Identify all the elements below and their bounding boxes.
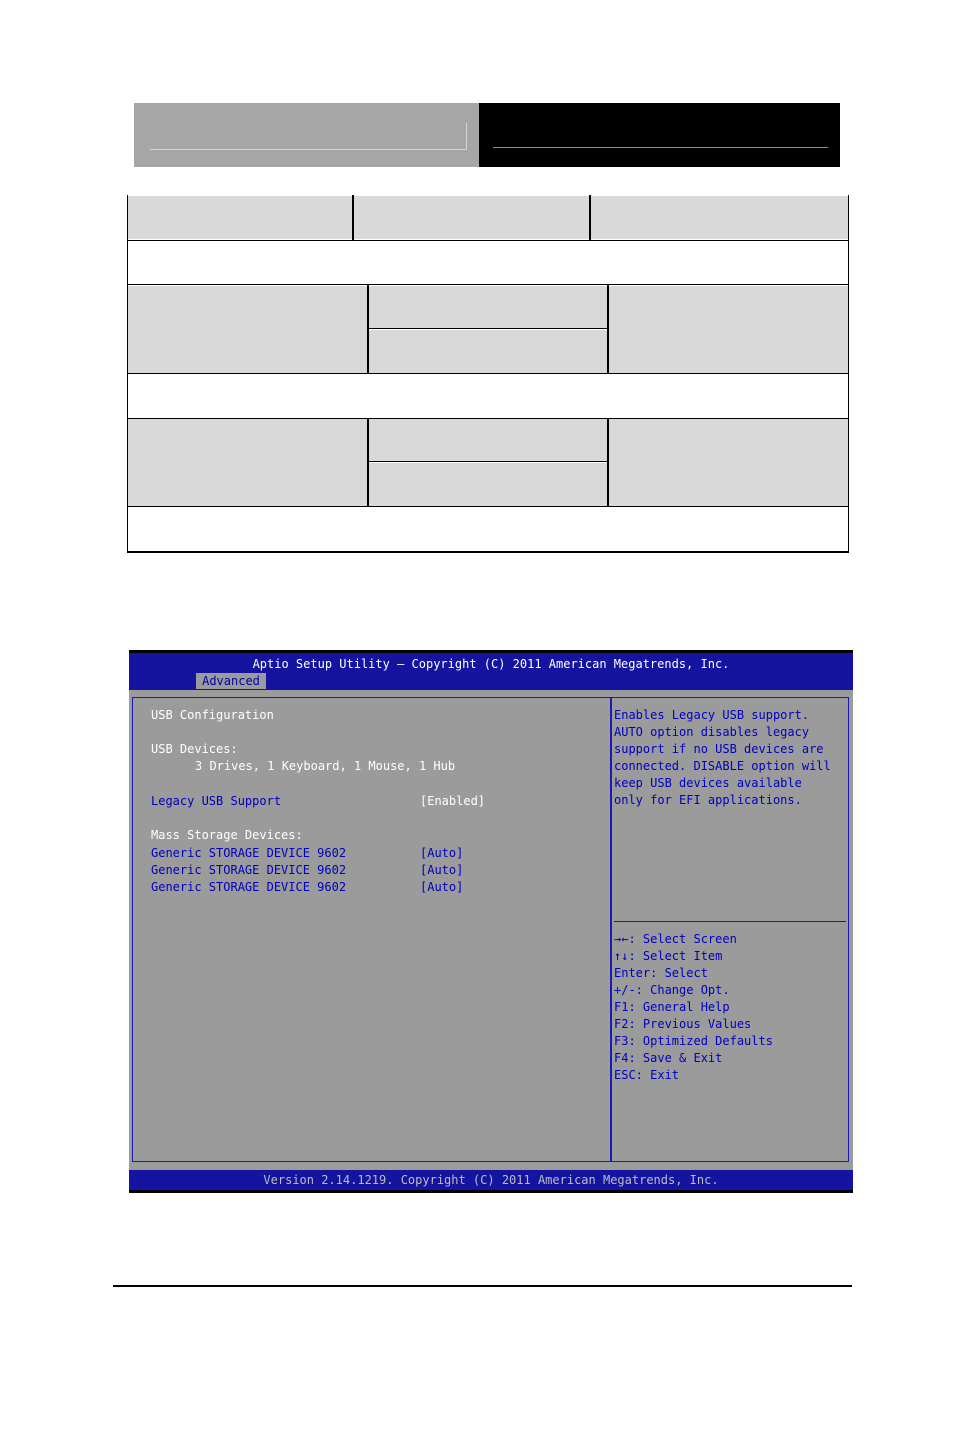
mass-storage-label: Mass Storage Devices: bbox=[151, 828, 303, 842]
tab-advanced[interactable]: Advanced bbox=[196, 673, 266, 689]
table-border bbox=[352, 195, 354, 240]
bios-vertical-divider bbox=[610, 697, 612, 1162]
table-cell-option-a bbox=[128, 286, 367, 373]
page-heading: USB Configuration bbox=[151, 708, 274, 722]
storage-device-3-value[interactable]: [Auto] bbox=[420, 880, 464, 894]
table-border bbox=[369, 461, 608, 462]
table-cell-value-b2 bbox=[369, 463, 608, 506]
footer-rule bbox=[113, 1285, 516, 1287]
bios-top-edge bbox=[129, 650, 853, 653]
bios-version: Version 2.14.1219. Copyright (C) 2011 American Megatrends, Inc. bbox=[263, 1173, 719, 1187]
header-left-rule bbox=[150, 149, 467, 150]
header-left-tick bbox=[466, 123, 467, 150]
table-cell-value-a2 bbox=[369, 330, 608, 373]
table-border bbox=[127, 240, 849, 241]
table-cell-desc-b bbox=[609, 419, 848, 506]
footer-rule bbox=[516, 1285, 852, 1287]
table-cell-option-b bbox=[128, 419, 367, 506]
key-hint: F1: General Help bbox=[614, 1000, 730, 1014]
bios-setup-screen bbox=[129, 650, 853, 1193]
bios-title: Aptio Setup Utility – Copyright (C) 2011 American Megatrends, Inc. bbox=[252, 657, 730, 671]
help-text-line: keep USB devices available bbox=[614, 776, 802, 790]
table-header-cell-1 bbox=[128, 196, 352, 239]
key-hint: →←: Select Screen bbox=[614, 932, 737, 946]
storage-device-1-name[interactable]: Generic STORAGE DEVICE 9602 bbox=[151, 846, 347, 860]
help-text-line: AUTO option disables legacy bbox=[614, 725, 810, 739]
table-border bbox=[589, 195, 591, 240]
table-border bbox=[127, 284, 849, 285]
key-hint: F2: Previous Values bbox=[614, 1017, 752, 1031]
table-header-cell-3 bbox=[591, 196, 848, 239]
table-border bbox=[127, 551, 849, 553]
key-hint: F4: Save & Exit bbox=[614, 1051, 723, 1065]
key-hint: ESC: Exit bbox=[614, 1068, 680, 1082]
key-hint: Enter: Select bbox=[614, 966, 708, 980]
bios-bottom-edge bbox=[129, 1190, 853, 1193]
table-cell-desc-a bbox=[609, 286, 848, 373]
header-left-band bbox=[134, 103, 479, 167]
bios-help-divider bbox=[614, 921, 846, 922]
table-border bbox=[127, 418, 849, 419]
storage-device-3-name[interactable]: Generic STORAGE DEVICE 9602 bbox=[151, 880, 347, 894]
key-hint: ↑↓: Select Item bbox=[614, 949, 723, 963]
usb-devices-label: USB Devices: bbox=[151, 742, 238, 756]
help-text-line: connected. DISABLE option will bbox=[614, 759, 831, 773]
options-table bbox=[127, 195, 849, 552]
header-right-rule bbox=[493, 147, 828, 148]
help-text-line: only for EFI applications. bbox=[614, 793, 802, 807]
help-text-line: support if no USB devices are bbox=[614, 742, 824, 756]
table-header-cell-2 bbox=[354, 196, 589, 239]
storage-device-2-name[interactable]: Generic STORAGE DEVICE 9602 bbox=[151, 863, 347, 877]
storage-device-2-value[interactable]: [Auto] bbox=[420, 863, 464, 877]
table-border bbox=[369, 328, 608, 329]
table-border bbox=[127, 373, 849, 374]
key-hint: F3: Optimized Defaults bbox=[614, 1034, 773, 1048]
table-border bbox=[367, 418, 369, 507]
legacy-usb-support-value[interactable]: [Enabled] bbox=[420, 794, 486, 808]
header-right-band bbox=[479, 103, 840, 167]
legacy-usb-support-label[interactable]: Legacy USB Support bbox=[151, 794, 282, 808]
table-cell-value-b1 bbox=[369, 419, 608, 461]
help-text-line: Enables Legacy USB support. bbox=[614, 708, 810, 722]
table-border bbox=[127, 506, 849, 507]
table-cell-value-a1 bbox=[369, 286, 608, 328]
storage-device-1-value[interactable]: [Auto] bbox=[420, 846, 464, 860]
usb-devices-value: 3 Drives, 1 Keyboard, 1 Mouse, 1 Hub bbox=[195, 759, 456, 773]
table-border bbox=[607, 418, 609, 507]
key-hint: +/-: Change Opt. bbox=[614, 983, 730, 997]
